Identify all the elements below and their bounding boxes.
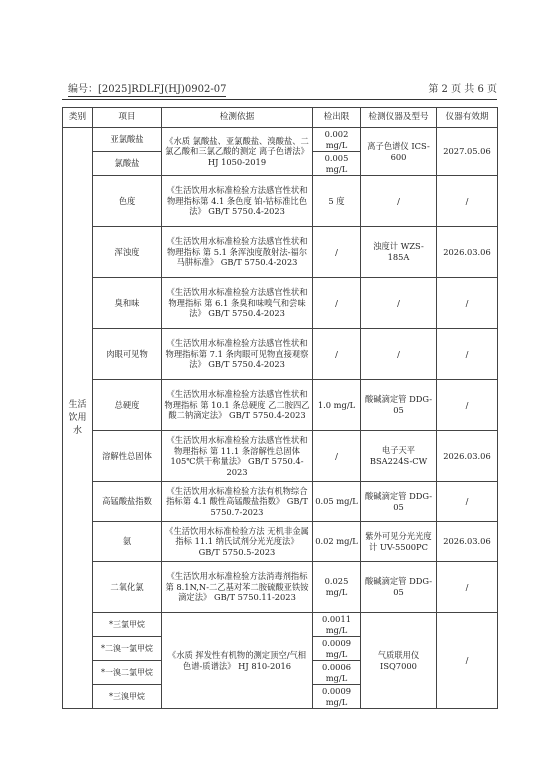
- col-instrument: 检测仪器及型号: [361, 108, 437, 128]
- table-header-row: [63, 108, 498, 128]
- table-row: [63, 482, 498, 522]
- col-limit: 检出限: [313, 108, 361, 128]
- col-item: 项目: [93, 108, 162, 128]
- instrument-cell: 离子色谱仪 ICS-600: [361, 128, 437, 176]
- table-row: [63, 278, 498, 329]
- item-cell: 臭和味: [93, 278, 162, 329]
- validity-cell: 2026.03.06: [437, 522, 498, 562]
- basis-cell: 《生活饮用水标准检验方法感官性状和物理指标 第 11.1 条溶解性总固体 105℃烘干称量法》 GB/T 5750.4-2023: [162, 431, 313, 482]
- limit-cell: /: [313, 431, 361, 482]
- limit-cell: 0.0006 mg/L: [313, 661, 361, 685]
- instrument-cell: 气质联用仪 ISQ7000: [361, 613, 437, 709]
- validity-cell: 2026.03.06: [437, 431, 498, 482]
- limit-cell: /: [313, 227, 361, 278]
- item-cell: 色度: [93, 176, 162, 227]
- limit-cell: 0.025 mg/L: [313, 562, 361, 613]
- limit-cell: 0.02 mg/L: [313, 522, 361, 562]
- col-category: 类别: [63, 108, 93, 128]
- instrument-cell: 电子天平 BSA224S-CW: [361, 431, 437, 482]
- instrument-cell: 酸碱滴定管 DDG-05: [361, 380, 437, 431]
- instrument-cell: /: [361, 176, 437, 227]
- col-basis: 检测依据: [162, 108, 313, 128]
- item-cell: 肉眼可见物: [93, 329, 162, 380]
- item-cell: 亚氯酸盐: [93, 128, 162, 152]
- table-row: [63, 613, 498, 637]
- table-row: [63, 431, 498, 482]
- instrument-cell: /: [361, 278, 437, 329]
- col-validity: 仪器有效期: [437, 108, 498, 128]
- validity-cell: /: [437, 562, 498, 613]
- validity-cell: /: [437, 176, 498, 227]
- instrument-cell: 浊度计 WZS-185A: [361, 227, 437, 278]
- validity-cell: /: [437, 380, 498, 431]
- basis-cell: 《生活饮用水标准检验方法感官性状和物理指标第 4.1 条色度 铂-钴标准比色法》 GB/T 5750.4-2023: [162, 176, 313, 227]
- basis-cell: 《水质 氯酸盐、亚氯酸盐、溴酸盐、二氯乙酸和三氯乙酸的测定 离子色谱法》 HJ 1050-2019: [162, 128, 313, 176]
- item-cell: *一溴二氯甲烷: [93, 661, 162, 685]
- table-row: [63, 380, 498, 431]
- validity-cell: /: [437, 329, 498, 380]
- item-cell: *二溴一氯甲烷: [93, 637, 162, 661]
- instrument-cell: 紫外可见分光光度计 UV-5500PC: [361, 522, 437, 562]
- basis-cell: 《水质 挥发性有机物的测定顶空/气相色谱-质谱法》 HJ 810-2016: [162, 613, 313, 709]
- item-cell: *三氯甲烷: [93, 613, 162, 637]
- instrument-cell: 酸碱滴定管 DDG-05: [361, 562, 437, 613]
- item-cell: 高锰酸盐指数: [93, 482, 162, 522]
- limit-cell: 0.0011 mg/L: [313, 613, 361, 637]
- validity-cell: 2027.05.06: [437, 128, 498, 176]
- item-cell: 氯酸盐: [93, 152, 162, 176]
- item-cell: 总硬度: [93, 380, 162, 431]
- basis-cell: 《生活饮用水标准检验方法感官性状和物理指标第 7.1 条肉眼可见物直接观察法》 GB/T 5750.4-2023: [162, 329, 313, 380]
- table-row: [63, 227, 498, 278]
- item-cell: 二氧化氯: [93, 562, 162, 613]
- item-cell: *三溴甲烷: [93, 685, 162, 709]
- validity-cell: /: [437, 613, 498, 709]
- page-number: 第 2 页 共 6 页: [428, 84, 497, 95]
- report-number: 编号：[2025]RDLFJ(HJ)0902-07: [68, 80, 226, 97]
- category-cell: 生活饮用水: [63, 128, 93, 709]
- instrument-cell: /: [361, 329, 437, 380]
- basis-cell: 《生活饮用水标准检验方法感官性状和物理指标 第 5.1 条浑浊度散射法-福尔马肼标准》 GB/T 5750.4-2023: [162, 227, 313, 278]
- limit-cell: 0.0009 mg/L: [313, 637, 361, 661]
- limit-cell: 0.0009 mg/L: [313, 685, 361, 709]
- item-cell: 浑浊度: [93, 227, 162, 278]
- item-cell: 溶解性总固体: [93, 431, 162, 482]
- basis-cell: 《生活饮用水标准检验方法感官性状和物理指标 第 6.1 条臭和味嗅气和尝味法》 GB/T 5750.4-2023: [162, 278, 313, 329]
- validity-cell: /: [437, 482, 498, 522]
- test-basis-table: [62, 107, 498, 709]
- instrument-cell: 酸碱滴定管 DDG-05: [361, 482, 437, 522]
- limit-cell: 0.005 mg/L: [313, 152, 361, 176]
- table-row: [63, 128, 498, 152]
- basis-cell: 《生活饮用水标准检验方法 无机非金属指标 11.1 纳氏试剂分光光度法》 GB/T 5750.5-2023: [162, 522, 313, 562]
- limit-cell: /: [313, 329, 361, 380]
- limit-cell: 0.002 mg/L: [313, 128, 361, 152]
- validity-cell: 2026.03.06: [437, 227, 498, 278]
- basis-cell: 《生活饮用水标准检验方法感官性状和物理指标 第 10.1 条总硬度 乙二胺四乙酸二钠滴定法》 GB/T 5750.4-2023: [162, 380, 313, 431]
- limit-cell: 0.05 mg/L: [313, 482, 361, 522]
- validity-cell: /: [437, 278, 498, 329]
- table-row: [63, 562, 498, 613]
- limit-cell: /: [313, 278, 361, 329]
- header-rule: [62, 99, 497, 100]
- table-row: [63, 522, 498, 562]
- table-row: [63, 329, 498, 380]
- table-row: [63, 176, 498, 227]
- item-cell: 氨: [93, 522, 162, 562]
- basis-cell: 《生活饮用水标准检验方法消毒剂指标第 8.1N,N-二乙基对苯二胺硫酸亚铁铵滴定法》 GB/T 5750.11-2023: [162, 562, 313, 613]
- limit-cell: 5 度: [313, 176, 361, 227]
- basis-cell: 《生活饮用水标准检验方法有机物综合指标第 4.1 酸性高锰酸盐指数》 GB/T 5750.7-2023: [162, 482, 313, 522]
- report-header: [62, 78, 497, 96]
- limit-cell: 1.0 mg/L: [313, 380, 361, 431]
